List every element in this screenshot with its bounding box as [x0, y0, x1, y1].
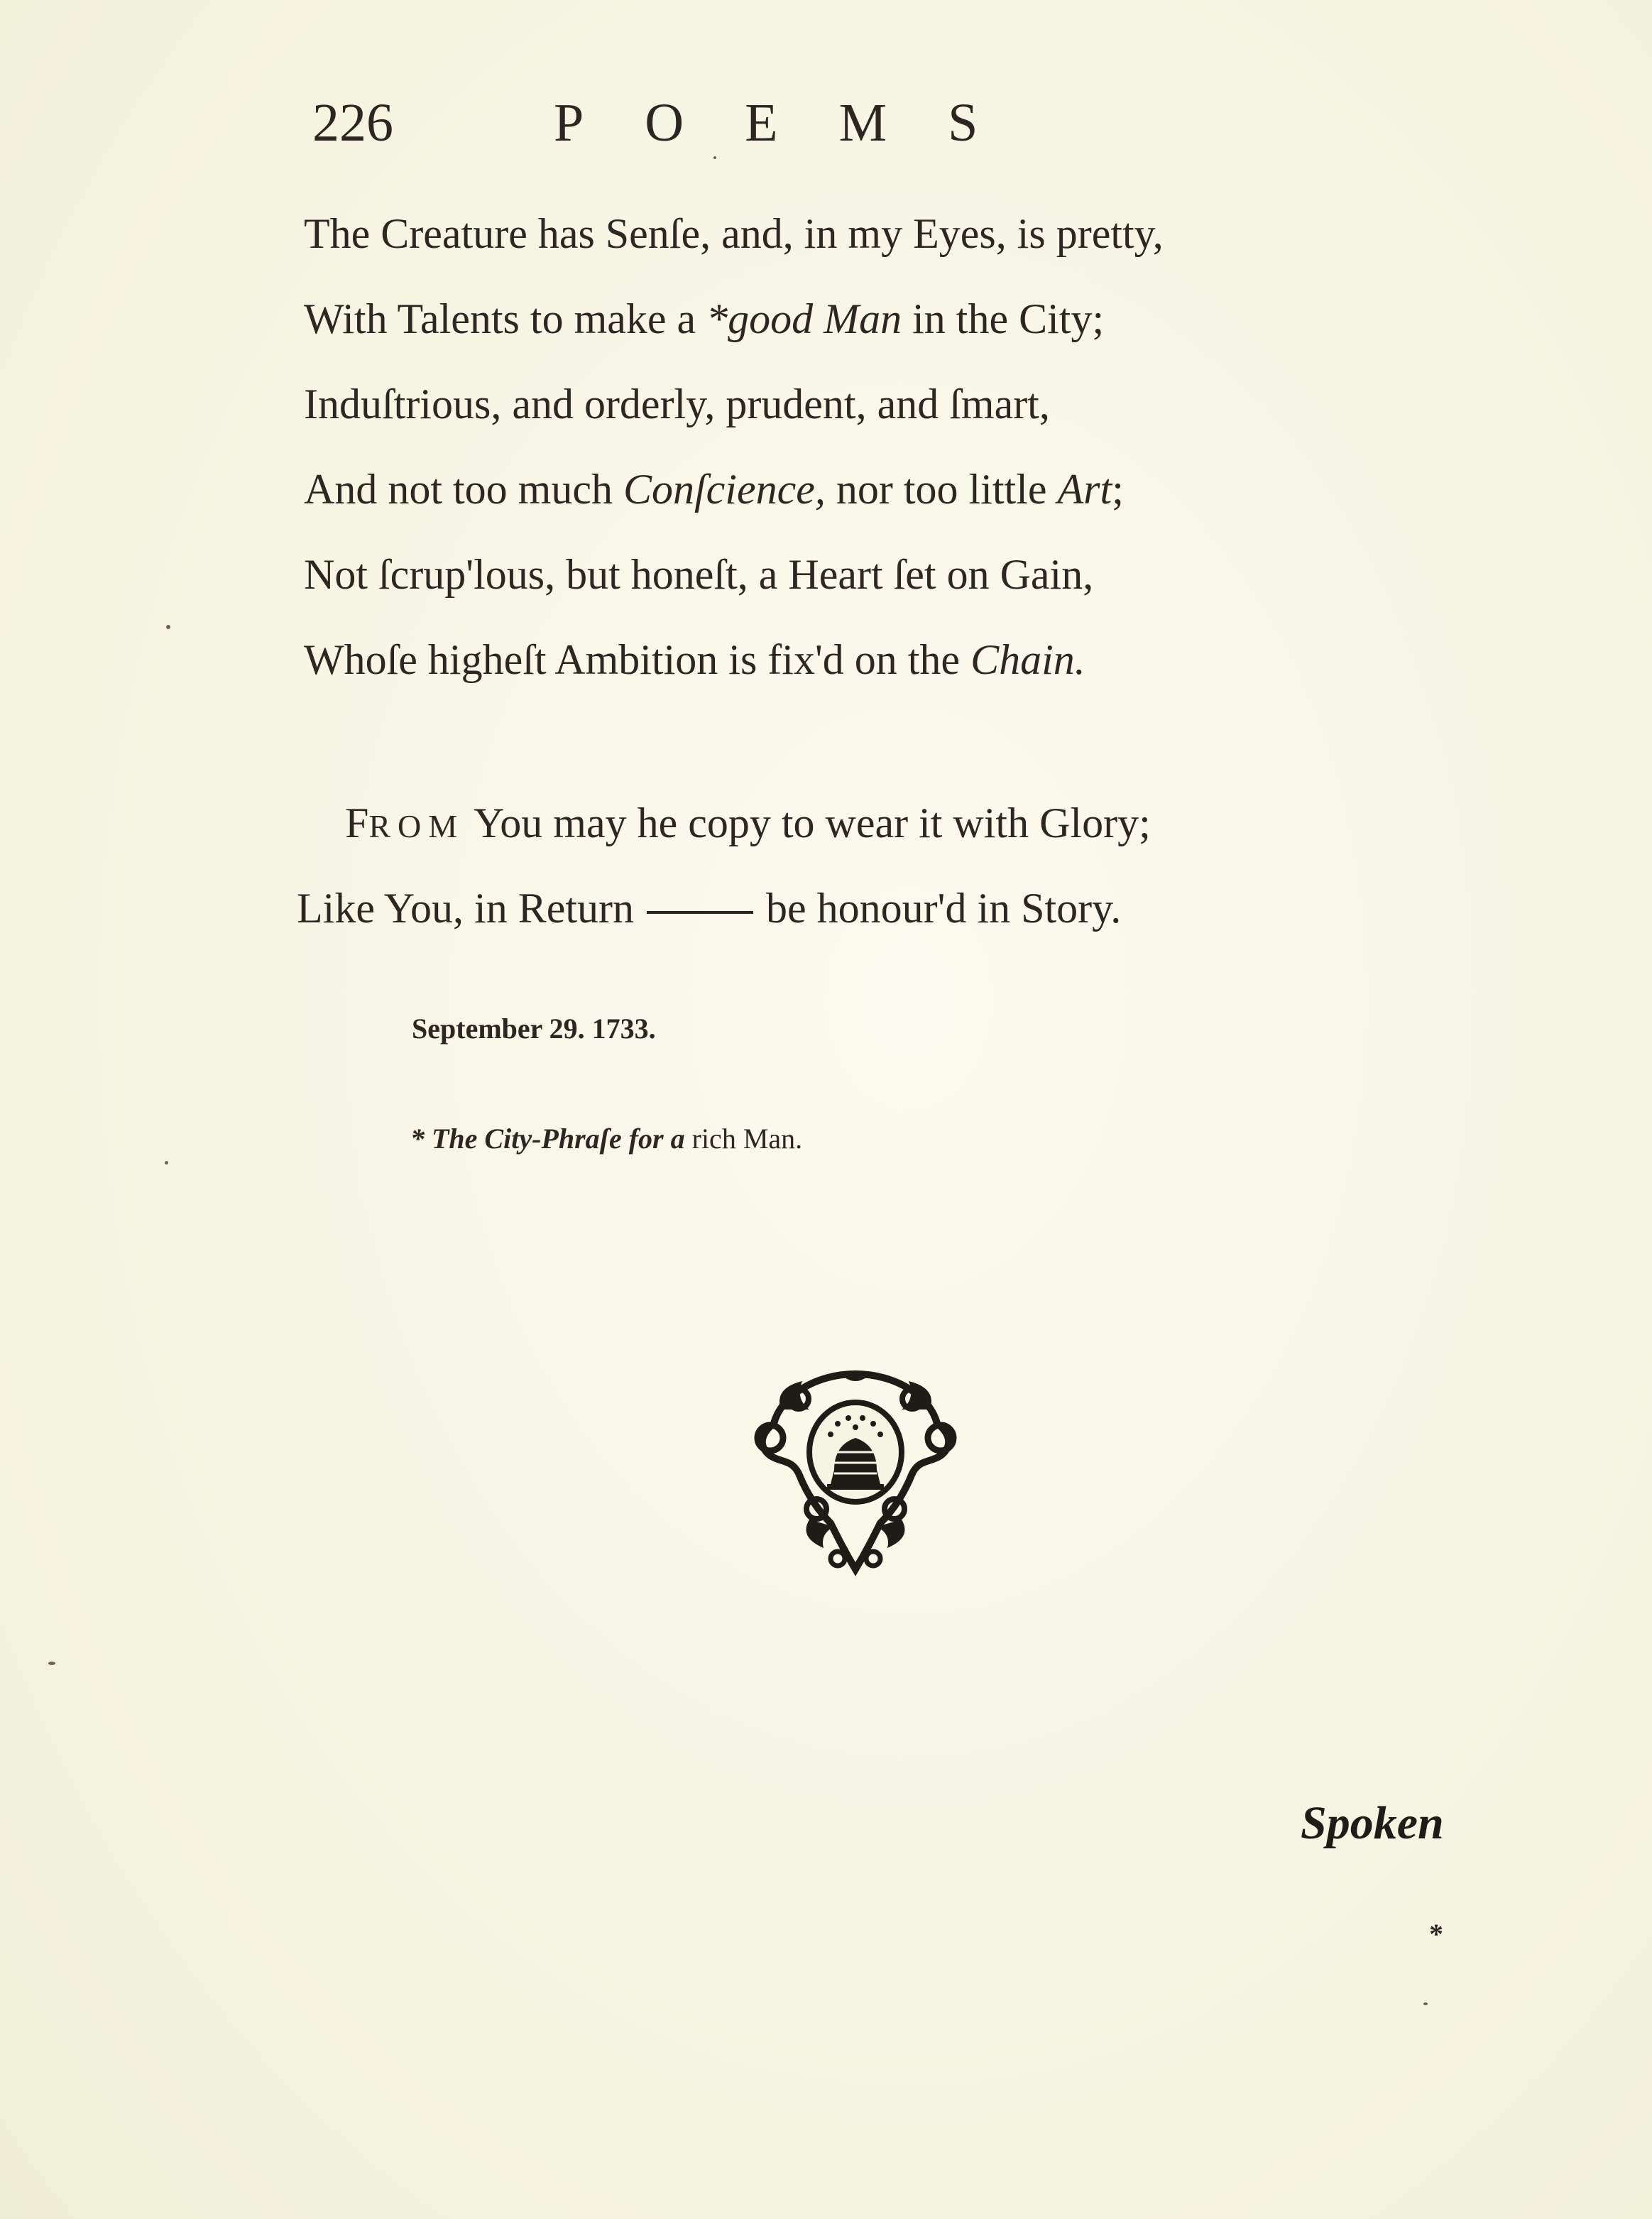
verse-line-2: With Talents to make a *good Man in the City; [304, 295, 1105, 342]
paper-speck [166, 625, 170, 629]
verse-line-1: The Creature has Senſe, and, in my Eyes, is pretty, [304, 210, 1164, 257]
verse-line-5: Not ſcrup'lous, but honeſt, a Heart ſet on Gain, [304, 551, 1094, 598]
stanza2-line-1: FROM You may he copy to wear it with Glory; [345, 800, 1151, 846]
running-title: POEMS [554, 93, 1039, 153]
paper-speck [713, 156, 716, 159]
page-number: 226 [312, 93, 393, 153]
paper-speck [48, 1662, 55, 1665]
footnote-italic-text: The City-Phraſe for a [432, 1123, 685, 1155]
catchword: Spoken [1301, 1797, 1444, 1849]
footnote-roman-text: rich Man. [691, 1123, 803, 1155]
verse-line-4: And not too much Conſcience, nor too little Art; [304, 466, 1124, 513]
paper-speck [165, 1161, 168, 1165]
footnote [410, 1122, 802, 1155]
stanza2-line-2: Like You, in Return be honour'd in Story. [297, 885, 1122, 932]
beehive-ornament-icon [731, 1367, 980, 1580]
signature-mark: * [1429, 1918, 1443, 1950]
verse-line-6: Whoſe higheſt Ambition is fix'd on the Chain. [304, 636, 1085, 683]
paper-speck [1423, 2002, 1428, 2005]
date-line: September 29. 1733. [412, 1013, 656, 1045]
footnote-marker: * [410, 1123, 425, 1155]
verse-line-3: Induſtrious, and orderly, prudent, and ſmart, [304, 381, 1050, 427]
em-dash-rule [647, 911, 753, 914]
page-header [312, 92, 1249, 170]
